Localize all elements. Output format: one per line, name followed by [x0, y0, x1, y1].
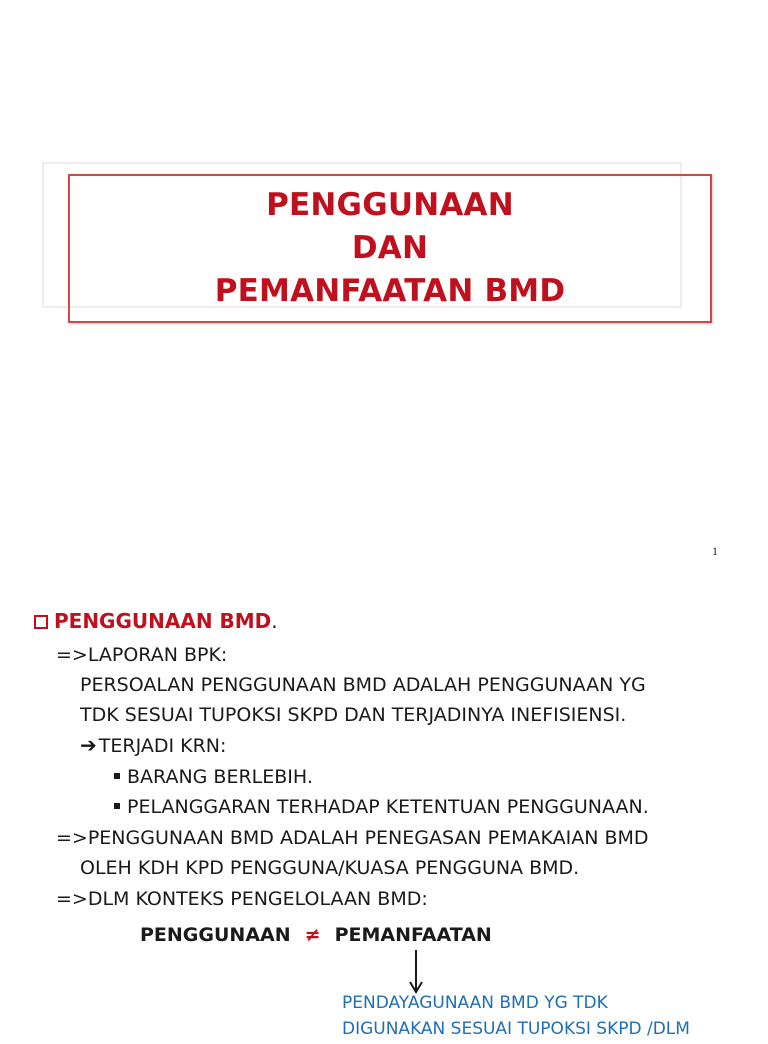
compare-right: PEMANFAATAN: [334, 924, 492, 946]
line-konteks: =>DLM KONTEKS PENGELOLAAN BMD:: [56, 888, 428, 910]
right-arrow-icon: ➔: [80, 733, 97, 757]
line-oleh-kdh: OLEH KDH KPD PENGGUNA/KUASA PENGGUNA BMD.: [80, 857, 580, 879]
line-penegasan: =>PENGGUNAAN BMD ADALAH PENEGASAN PEMAKAIAN BMD: [56, 827, 649, 849]
title-frame: [68, 174, 712, 323]
comparison-row: [140, 920, 492, 950]
checkbox-bullet-icon: [34, 615, 48, 629]
line-persoalan: PERSOALAN PENGGUNAAN BMD ADALAH PENGGUNAAN YG: [80, 674, 646, 696]
heading-text: PENGGUNAAN BMD: [54, 609, 272, 633]
bullet-item: [114, 792, 649, 822]
line-tdk-sesuai: TDK SESUAI TUPOKSI SKPD DAN TERJADINYA INEFISIENSI.: [80, 704, 627, 726]
section-heading: [34, 606, 278, 636]
note-line-2: DIGUNAKAN SESUAI TUPOKSI SKPD /DLM: [342, 1019, 690, 1039]
square-bullet-icon: [114, 773, 120, 779]
title-line-1: PENGGUNAAN: [266, 187, 514, 223]
bullet-text: BARANG BERLEBIH.: [127, 766, 313, 788]
line-terjadi-text: TERJADI KRN:: [98, 735, 227, 757]
line-terjadi: [80, 730, 226, 761]
not-equal-symbol: ≠: [304, 924, 321, 946]
bullet-text: PELANGGARAN TERHADAP KETENTUAN PENGGUNAAN.: [127, 796, 649, 818]
slide-content: [0, 570, 768, 1039]
page-number: 1: [712, 544, 718, 558]
title-line-3: PEMANFAATAN BMD: [214, 273, 566, 309]
compare-left: PENGGUNAAN: [140, 924, 291, 946]
line-laporan: =>LAPORAN BPK:: [56, 644, 228, 666]
bullet-item: [114, 762, 313, 792]
heading-period: .: [271, 609, 278, 633]
note-line-1: PENDAYAGUNAAN BMD YG TDK: [342, 993, 608, 1013]
title-line-2: DAN: [351, 230, 429, 266]
square-bullet-icon: [114, 803, 120, 809]
